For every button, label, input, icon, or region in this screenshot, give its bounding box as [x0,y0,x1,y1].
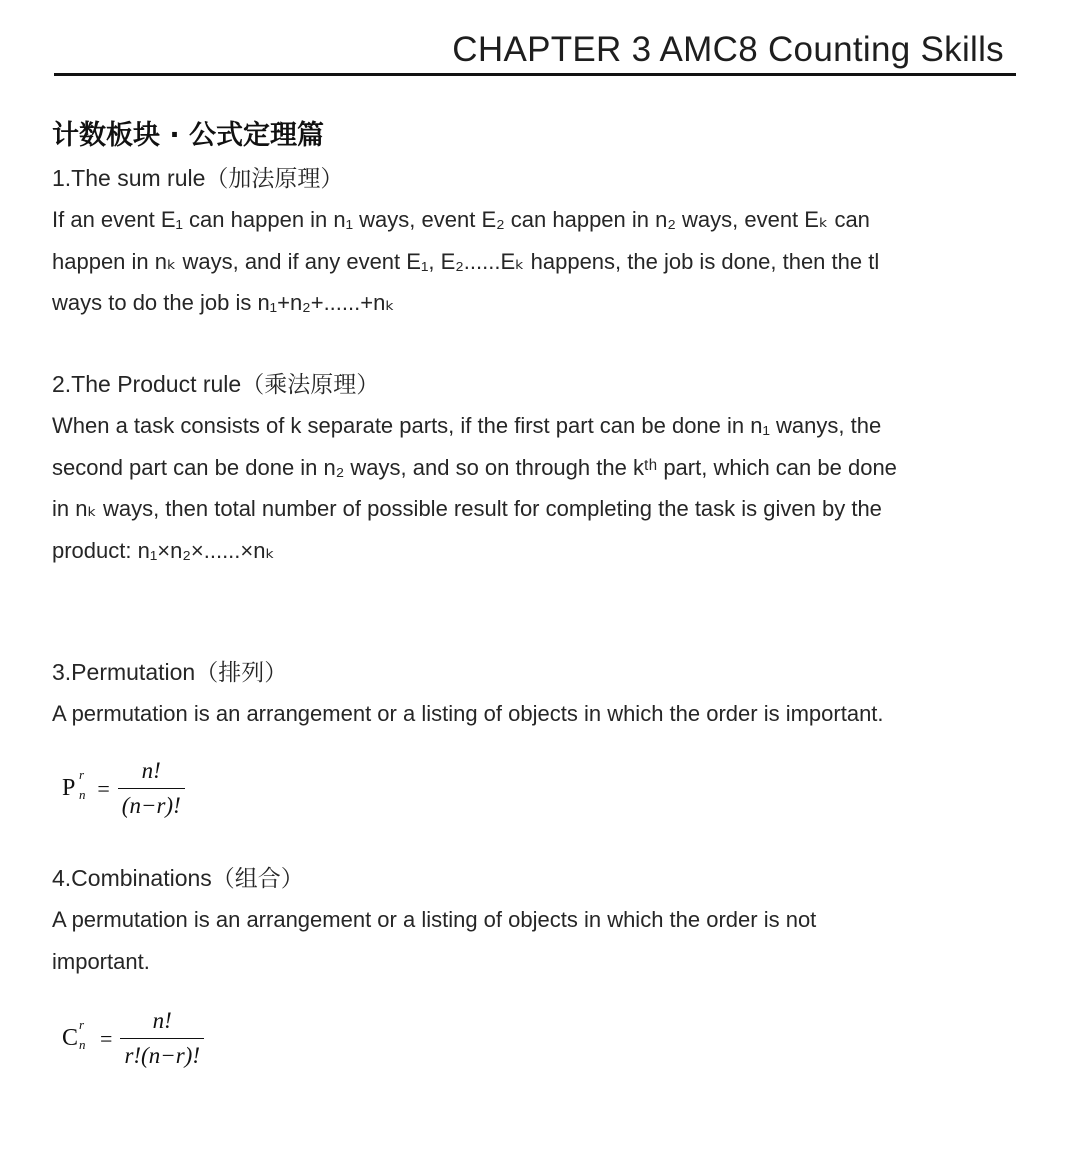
formula-symbol: C r n [62,1017,86,1052]
combinations-heading: 4.Combinations（组合） [52,865,304,891]
text-line: A permutation is an arrangement or a listing of objects in which the order is important. [52,701,884,726]
text-line: A permutation is an arrangement or a listing of objects in which the order is not [52,907,817,932]
text-line: When a task consists of k separate parts, if the first part can be done in n₁ wanys, the [52,413,882,438]
text-line: product: n₁×n₂×......×nₖ [52,537,275,563]
product-rule-heading: 2.The Product rule（乘法原理） [52,371,380,397]
combinations-formula [62,1008,204,1069]
denominator: r!(n−r)! [120,1038,204,1069]
sum-rule-text [52,199,972,324]
chapter-title: CHAPTER 3 AMC8 Counting Skills [452,30,1004,69]
sum-rule-section [52,158,972,324]
equals-sign: = [100,1025,113,1051]
fraction [118,758,185,819]
formula-superscript: r [79,767,85,782]
permutation-heading: 3.Permutation（排列） [52,659,288,685]
combinations-section [52,858,972,982]
formula-subscript: n [79,787,86,802]
header-divider [54,73,1016,76]
text-line: important. [52,948,150,974]
permutation-section [52,652,972,735]
formula-superscript: r [79,1017,85,1032]
permutation-formula [62,758,185,819]
sum-rule-heading: 1.The sum rule（加法原理） [52,165,344,191]
equals-sign: = [97,775,110,801]
text-line: in nₖ ways, then total number of possible result for completing the task is given by the [52,496,882,521]
section-title: 计数板块 · 公式定理篇 [52,120,325,151]
text-line: If an event E₁ can happen in n₁ ways, event E₂ can happen in n₂ ways, event Eₖ can [52,207,870,232]
product-rule-section [52,364,972,571]
product-rule-text [52,405,972,571]
text-line: ways to do the job is n₁+n₂+......+nₖ [52,290,395,315]
permutation-text [52,693,972,735]
formula-subscript: n [79,1037,86,1052]
numerator: n! [141,758,161,783]
combinations-text [52,899,972,982]
numerator: n! [152,1008,172,1033]
text-line: second part can be done in n₂ ways, and so on through the kᵗʰ part, which can be done [52,454,897,480]
fraction [120,1008,204,1069]
text-line: happen in nₖ ways, and if any event E₁, E₂......Eₖ happens, the job is done, then the tl [52,248,880,274]
formula-symbol: P r n [62,767,86,802]
denominator: (n−r)! [118,788,185,819]
